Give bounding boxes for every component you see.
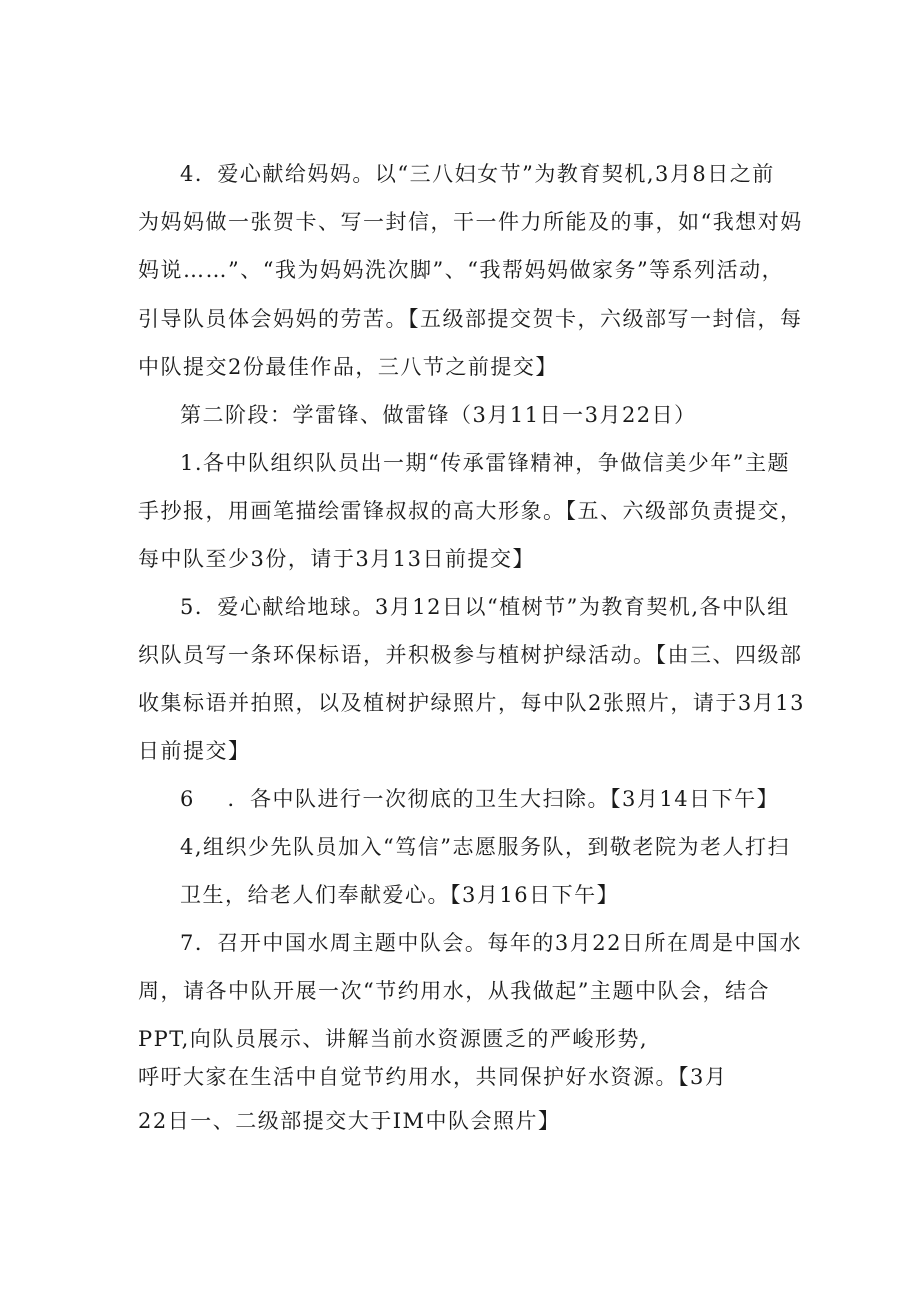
paragraph-line: 织队员写一条环保标语，并积极参与植树护绿活动。【由三、四级部: [138, 643, 803, 667]
section-heading: 第二阶段：学雷锋、做雷锋（3月11日一3月22日）: [180, 403, 697, 427]
paragraph-line: 6 ．各中队进行一次彻底的卫生大扫除。【3月14日下午】: [180, 787, 780, 811]
paragraph-line: 引导队员体会妈妈的劳苦。【五级部提交贺卡，六级部写一封信，每: [138, 307, 803, 331]
paragraph-line: 妈说……”、“我为妈妈洗次脚”、“我帮妈妈做家务”等系列活动，: [138, 258, 785, 282]
paragraph-line: 4．爱心献给妈妈。以“三八妇女节”为教育契机,3月8日之前: [180, 162, 775, 186]
paragraph-line: 每中队至少3份，请于3月13日前提交】: [138, 547, 535, 571]
paragraph-line: 周，请各中队开展一次“节约用水，从我做起”主题中队会，结合: [138, 979, 770, 1003]
paragraph-line: 呼吁大家在生活中自觉节约用水，共同保护好水资源。【3月: [138, 1065, 728, 1089]
paragraph-line: 手抄报，用画笔描绘雷锋叔叔的高大形象。【五、六级部负责提交，: [138, 499, 803, 523]
paragraph-line: 中队提交2份最佳作品，三八节之前提交】: [138, 355, 558, 379]
paragraph-line: 22日一、二级部提交大于IM中队会照片】: [138, 1109, 561, 1133]
paragraph-line: 收集标语并拍照，以及植树护绿照片，每中队2张照片，请于3月13: [138, 691, 805, 715]
paragraph-line: PPT,向队员展示、讲解当前水资源匮乏的严峻形势,: [138, 1027, 649, 1051]
paragraph-line: 7．召开中国水周主题中队会。每年的3月22日所在周是中国水: [180, 931, 802, 955]
paragraph-line: 4,组织少先队员加入“笃信”志愿服务队，到敬老院为老人打扫: [180, 835, 791, 859]
paragraph-line: 1.各中队组织队员出一期“传承雷锋精神，争做信美少年”主题: [180, 451, 791, 475]
paragraph-line: 5．爱心献给地球。3月12日以“植树节”为教育契机,各中队组: [180, 595, 790, 619]
paragraph-line: 为妈妈做一张贺卡、写一封信，干一件力所能及的事，如“我想对妈: [138, 210, 803, 234]
paragraph-line: 卫生，给老人们奉献爱心。【3月16日下午】: [180, 883, 620, 907]
paragraph-line: 日前提交】: [138, 739, 251, 763]
